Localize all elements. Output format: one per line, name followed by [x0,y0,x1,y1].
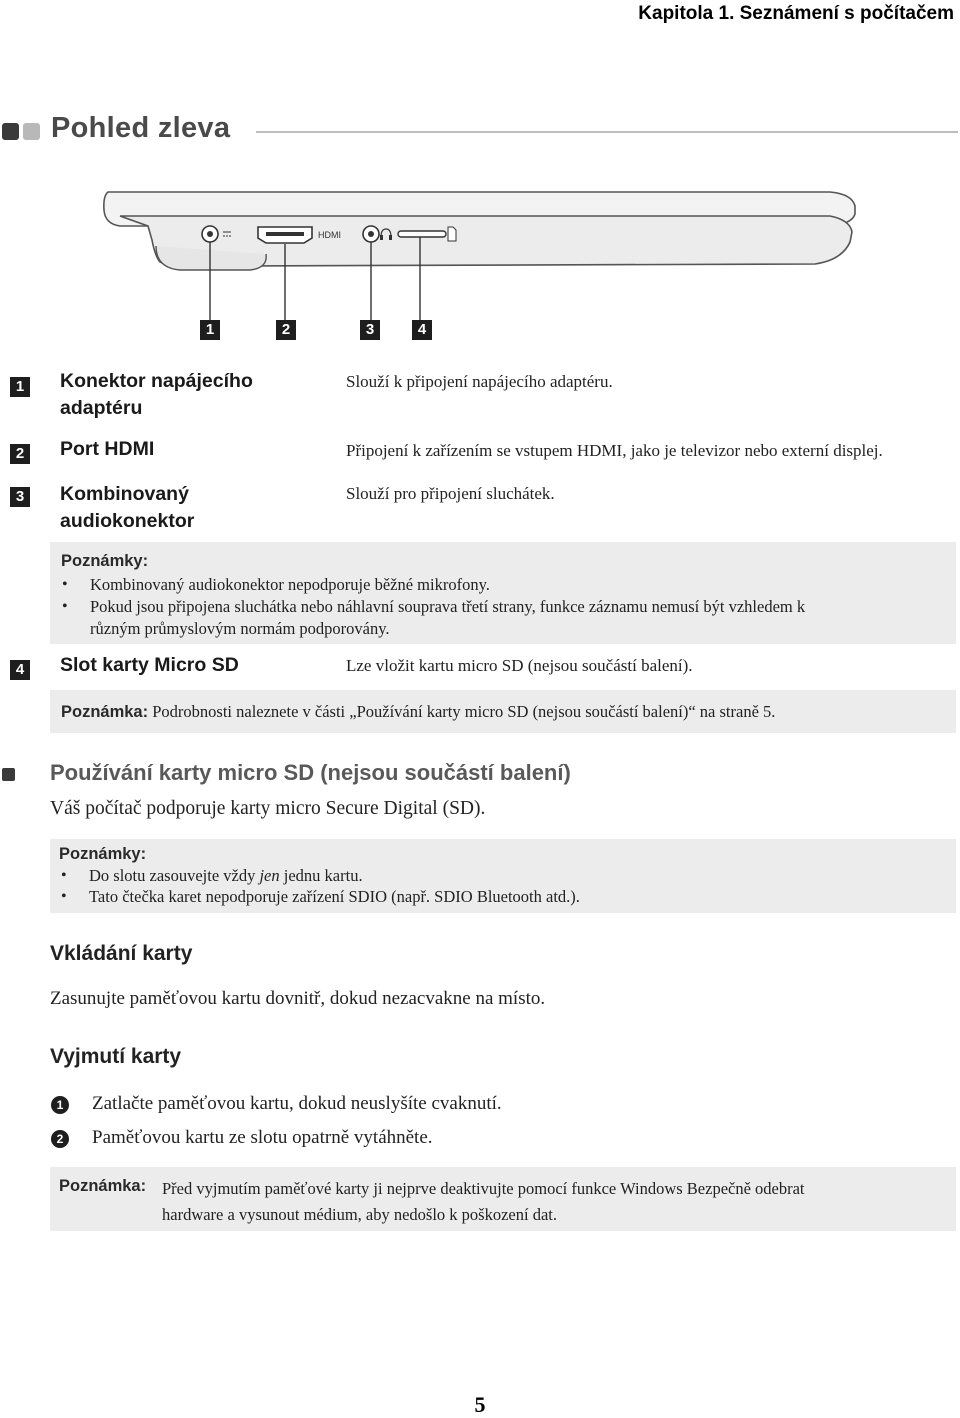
insert-text: Zasunujte paměťovou kartu dovnitř, dokud nezacvakne na místo. [50,988,546,1009]
note-heading: Poznámky: [61,552,149,570]
note-box-audio [50,542,956,644]
page-number: 5 [474,1392,486,1417]
title-square-light [23,123,40,140]
item-callout-2: 2 [10,444,30,464]
item-term-power-connector: Konektor napájecího adaptéru [60,370,253,419]
item-desc-audio: Slouží pro připojení sluchátek. [346,484,555,503]
note-bullet: • Pokud jsou připojena sluchátka nebo náhlavní souprava třetí strany, funkce záznamu nemusí být vzhledem k [90,596,805,618]
section-title-row [2,112,958,148]
note-box-removal [50,1167,956,1231]
note-bullet: • Kombinovaný audiokonektor nepodporuje běžné mikrofony. [90,574,490,596]
step-number-1: 1 [51,1096,69,1114]
remove-heading: Vyjmutí karty [50,1045,182,1068]
hdmi-port-label: HDMI [318,230,341,240]
diagram-callout-4: 4 [412,320,432,340]
item-callout-1: 1 [10,377,30,397]
subsection-title: Používání karty micro SD (nejsou součástí balení) [50,760,571,785]
sd-card-icon [448,227,456,241]
note-box-card-rules [50,839,956,913]
title-square-dark [2,123,19,140]
note-text: Před vyjmutím paměťové karty ji nejprve deaktivujte pomocí funkce Windows Bezpečně odebrat hardware a vysunout médium, aby nedošlo k poškození dat. [162,1179,805,1224]
subsection-intro: Váš počítač podporuje karty micro Secure Digital (SD). [50,798,486,819]
title-rule [256,131,958,133]
item-term-microsd: Slot karty Micro SD [60,654,239,676]
item-callout-4: 4 [10,660,30,680]
step-number-2: 2 [51,1130,69,1148]
note-bullet: • Do slotu zasouvejte vždy jen jednu kartu. [89,865,363,887]
note-bullet-continuation: různým průmyslovým normám podporovány. [90,619,390,638]
diagram-callout-3: 3 [360,320,380,340]
section-title: Pohled zleva [51,112,231,144]
item-desc-power-connector: Slouží k připojení napájecího adaptéru. [346,372,613,391]
step-text-2: Paměťovou kartu ze slotu opatrně vytáhněte. [92,1127,433,1148]
item-desc-hdmi: Připojení k zařízením se vstupem HDMI, jako je televizor nebo externí displej. [346,441,883,460]
note-heading: Poznámka: [61,703,149,721]
item-desc-microsd: Lze vložit kartu micro SD (nejsou součástí balení). [346,656,693,675]
step-text-1: Zatlačte paměťovou kartu, dokud neuslyšíte cvaknutí. [92,1093,502,1114]
item-term-audio: Kombinovaný audiokonektor [60,483,195,532]
subsection-bullet-icon [2,768,15,781]
note-box-reference [50,690,956,733]
diagram-callout-1: 1 [200,320,220,340]
chapter-header: Kapitola 1. Seznámení s počítačem [638,3,954,24]
note-heading: Poznámky: [59,845,147,863]
note-text: Podrobnosti naleznete v části „Používání karty micro SD (nejsou součástí balení)“ na straně 5. [152,702,776,721]
note-heading: Poznámka: [59,1177,147,1195]
diagram-callout-2: 2 [276,320,296,340]
item-term-hdmi: Port HDMI [60,438,155,460]
note-bullet: • Tato čtečka karet nepodporuje zařízení SDIO (např. SDIO Bluetooth atd.). [89,886,580,908]
item-callout-3: 3 [10,487,30,507]
microsd-slot-icon [398,231,446,237]
insert-heading: Vkládání karty [50,942,193,965]
